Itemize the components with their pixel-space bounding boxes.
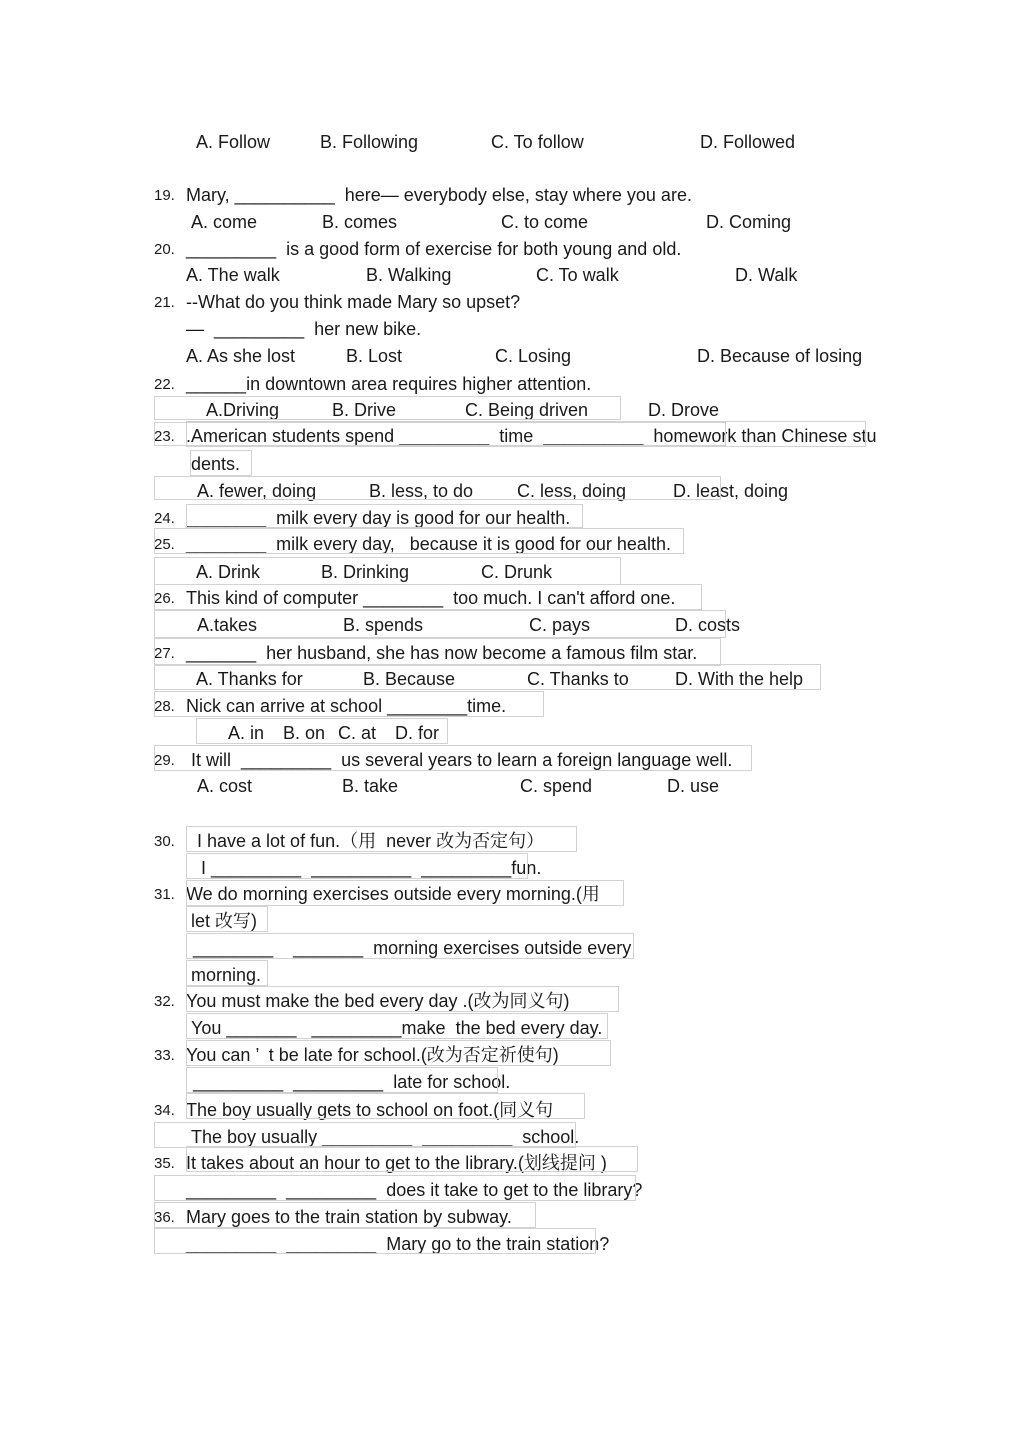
answer-option: B. take [342, 776, 399, 796]
answer-option: B. Because [363, 669, 456, 689]
question-number: 24. [154, 510, 175, 527]
question-continuation: _________ _________ late for school. [193, 1072, 511, 1092]
question-text: Nick can arrive at school ________time. [186, 696, 507, 716]
answer-option: C. Being driven [465, 400, 589, 420]
question-number: 30. [154, 833, 175, 850]
answer-option: D. costs [675, 615, 741, 635]
answer-option: B. spends [343, 615, 424, 635]
question-text: .American students spend _________ time __________ homework than Chinese stu [186, 426, 877, 446]
question-number: 21. [154, 294, 175, 311]
answer-option: B. comes [322, 212, 398, 232]
answer-option: A. As she lost [186, 346, 296, 366]
question-number: 27. [154, 645, 175, 662]
question-text: It takes about an hour to get to the library.(划线提问 ) [186, 1153, 607, 1173]
question-number: 23. [154, 428, 175, 445]
question-text: Mary, __________ here— everybody else, stay where you are. [186, 185, 692, 205]
answer-option: A. Thanks for [196, 669, 303, 689]
question-number: 36. [154, 1209, 175, 1226]
question-text: You must make the bed every day .(改为同义句) [186, 991, 570, 1011]
question-text: ________ milk every day is good for our health. [186, 508, 571, 528]
question-number: 20. [154, 241, 175, 258]
answer-option: C. To follow [491, 132, 584, 152]
question-text: I have a lot of fun.（用 never 改为否定句） [197, 831, 545, 851]
answer-option: D. for [395, 723, 440, 743]
question-continuation: — _________ her new bike. [186, 319, 422, 339]
question-continuation: dents. [191, 454, 241, 474]
answer-option: A.takes [197, 615, 258, 635]
question-text: _______ her husband, she has now become a famous film star. [186, 643, 698, 663]
answer-option: C. at [338, 723, 377, 743]
question-number: 19. [154, 187, 175, 204]
answer-option: C. spend [520, 776, 593, 796]
question-number: 22. [154, 376, 175, 393]
question-text: Mary goes to the train station by subway. [186, 1207, 512, 1227]
question-text: _________ is a good form of exercise for both young and old. [186, 239, 682, 259]
question-continuation: I _________ __________ _________fun. [201, 858, 542, 878]
answer-option: A. cost [197, 776, 253, 796]
answer-option: A. come [191, 212, 258, 232]
question-continuation: _________ _________ Mary go to the train station? [186, 1234, 610, 1254]
question-text: ______in downtown area requires higher attention. [186, 374, 592, 394]
question-continuation: The boy usually _________ _________ school. [191, 1127, 580, 1147]
question-number: 31. [154, 886, 175, 903]
question-number: 25. [154, 536, 175, 553]
answer-option: D. Drove [648, 400, 720, 420]
answer-option: B. Drinking [321, 562, 410, 582]
question-text: It will _________ us several years to learn a foreign language well. [191, 750, 733, 770]
question-number: 35. [154, 1155, 175, 1172]
answer-option: B. Walking [366, 265, 452, 285]
question-text: The boy usually gets to school on foot.(同义句 [186, 1100, 554, 1120]
answer-option: A. Follow [196, 132, 271, 152]
answer-option: A.Driving [206, 400, 280, 420]
answer-option: C. to come [501, 212, 589, 232]
question-number: 32. [154, 993, 175, 1010]
question-continuation: let 改写) [191, 911, 258, 931]
answer-option: C. less, doing [517, 481, 627, 501]
answer-option: B. Drive [332, 400, 397, 420]
answer-option: B. less, to do [369, 481, 474, 501]
question-text: --What do you think made Mary so upset? [186, 292, 521, 312]
question-continuation: morning. [191, 965, 262, 985]
answer-option: B. on [283, 723, 326, 743]
answer-option: B. Lost [346, 346, 403, 366]
answer-option: D. Walk [735, 265, 798, 285]
answer-option: C. To walk [536, 265, 619, 285]
answer-option: C. Thanks to [527, 669, 629, 689]
question-number: 26. [154, 590, 175, 607]
answer-option: D. Followed [700, 132, 796, 152]
answer-option: C. pays [529, 615, 591, 635]
question-number: 29. [154, 752, 175, 769]
answer-option: A. The walk [186, 265, 280, 285]
answer-option: C. Drunk [481, 562, 553, 582]
answer-option: A. Drink [196, 562, 261, 582]
answer-option: C. Losing [495, 346, 572, 366]
answer-option: D. use [667, 776, 720, 796]
question-continuation: _________ _________ does it take to get to the library? [186, 1180, 643, 1200]
question-number: 28. [154, 698, 175, 715]
question-text: This kind of computer ________ too much. I can't afford one. [186, 588, 676, 608]
answer-option: D. Because of losing [697, 346, 863, 366]
answer-option: D. Coming [706, 212, 792, 232]
question-text: We do morning exercises outside every morning.(用 [186, 884, 600, 904]
question-continuation: ________ _______ morning exercises outside every [193, 938, 632, 958]
answer-option: A. in [228, 723, 265, 743]
question-text: ________ milk every day, because it is good for our health. [186, 534, 671, 554]
question-text: You can ’ t be late for school.(改为否定祈使句) [186, 1045, 559, 1065]
answer-option: B. Following [320, 132, 419, 152]
question-continuation: You _______ _________make the bed every day. [191, 1018, 603, 1038]
answer-option: A. fewer, doing [197, 481, 317, 501]
question-number: 33. [154, 1047, 175, 1064]
answer-option: D. With the help [675, 669, 804, 689]
question-number: 34. [154, 1102, 175, 1119]
answer-option: D. least, doing [673, 481, 789, 501]
